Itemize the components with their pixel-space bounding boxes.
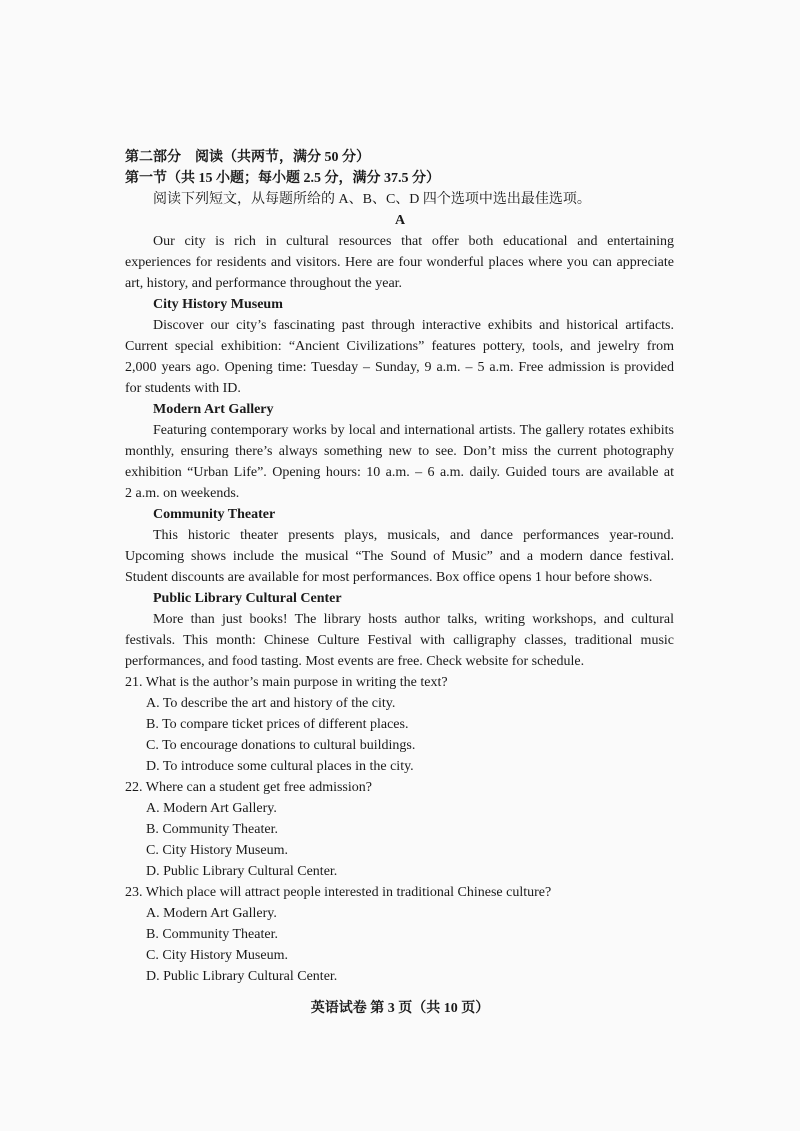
answer-option: B. Community Theater. — [146, 927, 278, 942]
venue-title: Community Theater — [153, 507, 276, 522]
answer-option: A. Modern Art Gallery. — [146, 801, 277, 816]
venue-line: Student discounts are available for most performances. Box office opens 1 hour before shows. — [125, 570, 653, 585]
venue-line: 2,000 years ago. Opening time: Tuesday – Sunday, 9 a.m. – 5 a.m. Free admission is provided — [125, 360, 674, 375]
intro-line: experiences for residents and visitors. Here are four wonderful places where you can appreciate — [125, 255, 674, 270]
venue-line: Featuring contemporary works by local and international artists. The gallery rotates exhibits — [153, 423, 674, 438]
venue-line: festivals. This month: Chinese Culture Festival with calligraphy classes, traditional music — [125, 633, 674, 648]
venue-title: Modern Art Gallery — [153, 402, 274, 417]
intro-line: Our city is rich in cultural resources that offer both educational and entertaining — [153, 234, 674, 249]
answer-option: A. To describe the art and history of the city. — [146, 696, 396, 711]
venue-line: Current special exhibition: “Ancient Civilizations” features pottery, tools, and jewelry from — [125, 339, 674, 354]
venue-line: monthly, ensuring there’s always something new to see. Don’t miss the current photography — [125, 444, 674, 459]
venue-line: Upcoming shows include the musical “The Sound of Music” and a modern dance festival. — [125, 549, 674, 564]
answer-option: C. To encourage donations to cultural buildings. — [146, 738, 416, 753]
intro-line: art, history, and performance throughout the year. — [125, 276, 403, 291]
venue-line: for students with ID. — [125, 381, 241, 396]
venue-line: exhibition “Urban Life”. Opening hours: 10 a.m. – 6 a.m. daily. Guided tours are available at — [125, 465, 674, 480]
venue-line: 2 a.m. on weekends. — [125, 486, 240, 501]
answer-option: D. Public Library Cultural Center. — [146, 864, 338, 879]
question-stem: 23. Which place will attract people interested in traditional Chinese culture? — [125, 885, 552, 900]
passage-label: A — [394, 213, 406, 228]
answer-option: D. To introduce some cultural places in the city. — [146, 759, 414, 774]
page-footer: 英语试卷 第 3 页（共 10 页） — [310, 1001, 490, 1016]
venue-line: More than just books! The library hosts author talks, writing workshops, and cultural — [153, 612, 674, 627]
subsection-heading: 第一节（共 15 小题；每小题 2.5 分，满分 37.5 分） — [125, 171, 440, 186]
answer-option: B. Community Theater. — [146, 822, 278, 837]
section-heading: 第二部分 阅读（共两节，满分 50 分） — [125, 150, 370, 165]
question-stem: 22. Where can a student get free admission? — [125, 780, 372, 795]
venue-line: This historic theater presents plays, musicals, and dance performances year-round. — [153, 528, 674, 543]
answer-option: A. Modern Art Gallery. — [146, 906, 277, 921]
answer-option: C. City History Museum. — [146, 843, 288, 858]
venue-title: Public Library Cultural Center — [153, 591, 342, 606]
question-stem: 21. What is the author’s main purpose in writing the text? — [125, 675, 448, 690]
answer-option: B. To compare ticket prices of different places. — [146, 717, 409, 732]
venue-line: performances, and food tasting. Most events are free. Check website for schedule. — [125, 654, 585, 669]
venue-title: City History Museum — [153, 297, 283, 312]
instructions: 阅读下列短文，从每题所给的 A、B、C、D 四个选项中选出最佳选项。 — [153, 192, 591, 207]
answer-option: D. Public Library Cultural Center. — [146, 969, 338, 984]
venue-line: Discover our city’s fascinating past through interactive exhibits and historical artifacts. — [153, 318, 674, 333]
answer-option: C. City History Museum. — [146, 948, 288, 963]
